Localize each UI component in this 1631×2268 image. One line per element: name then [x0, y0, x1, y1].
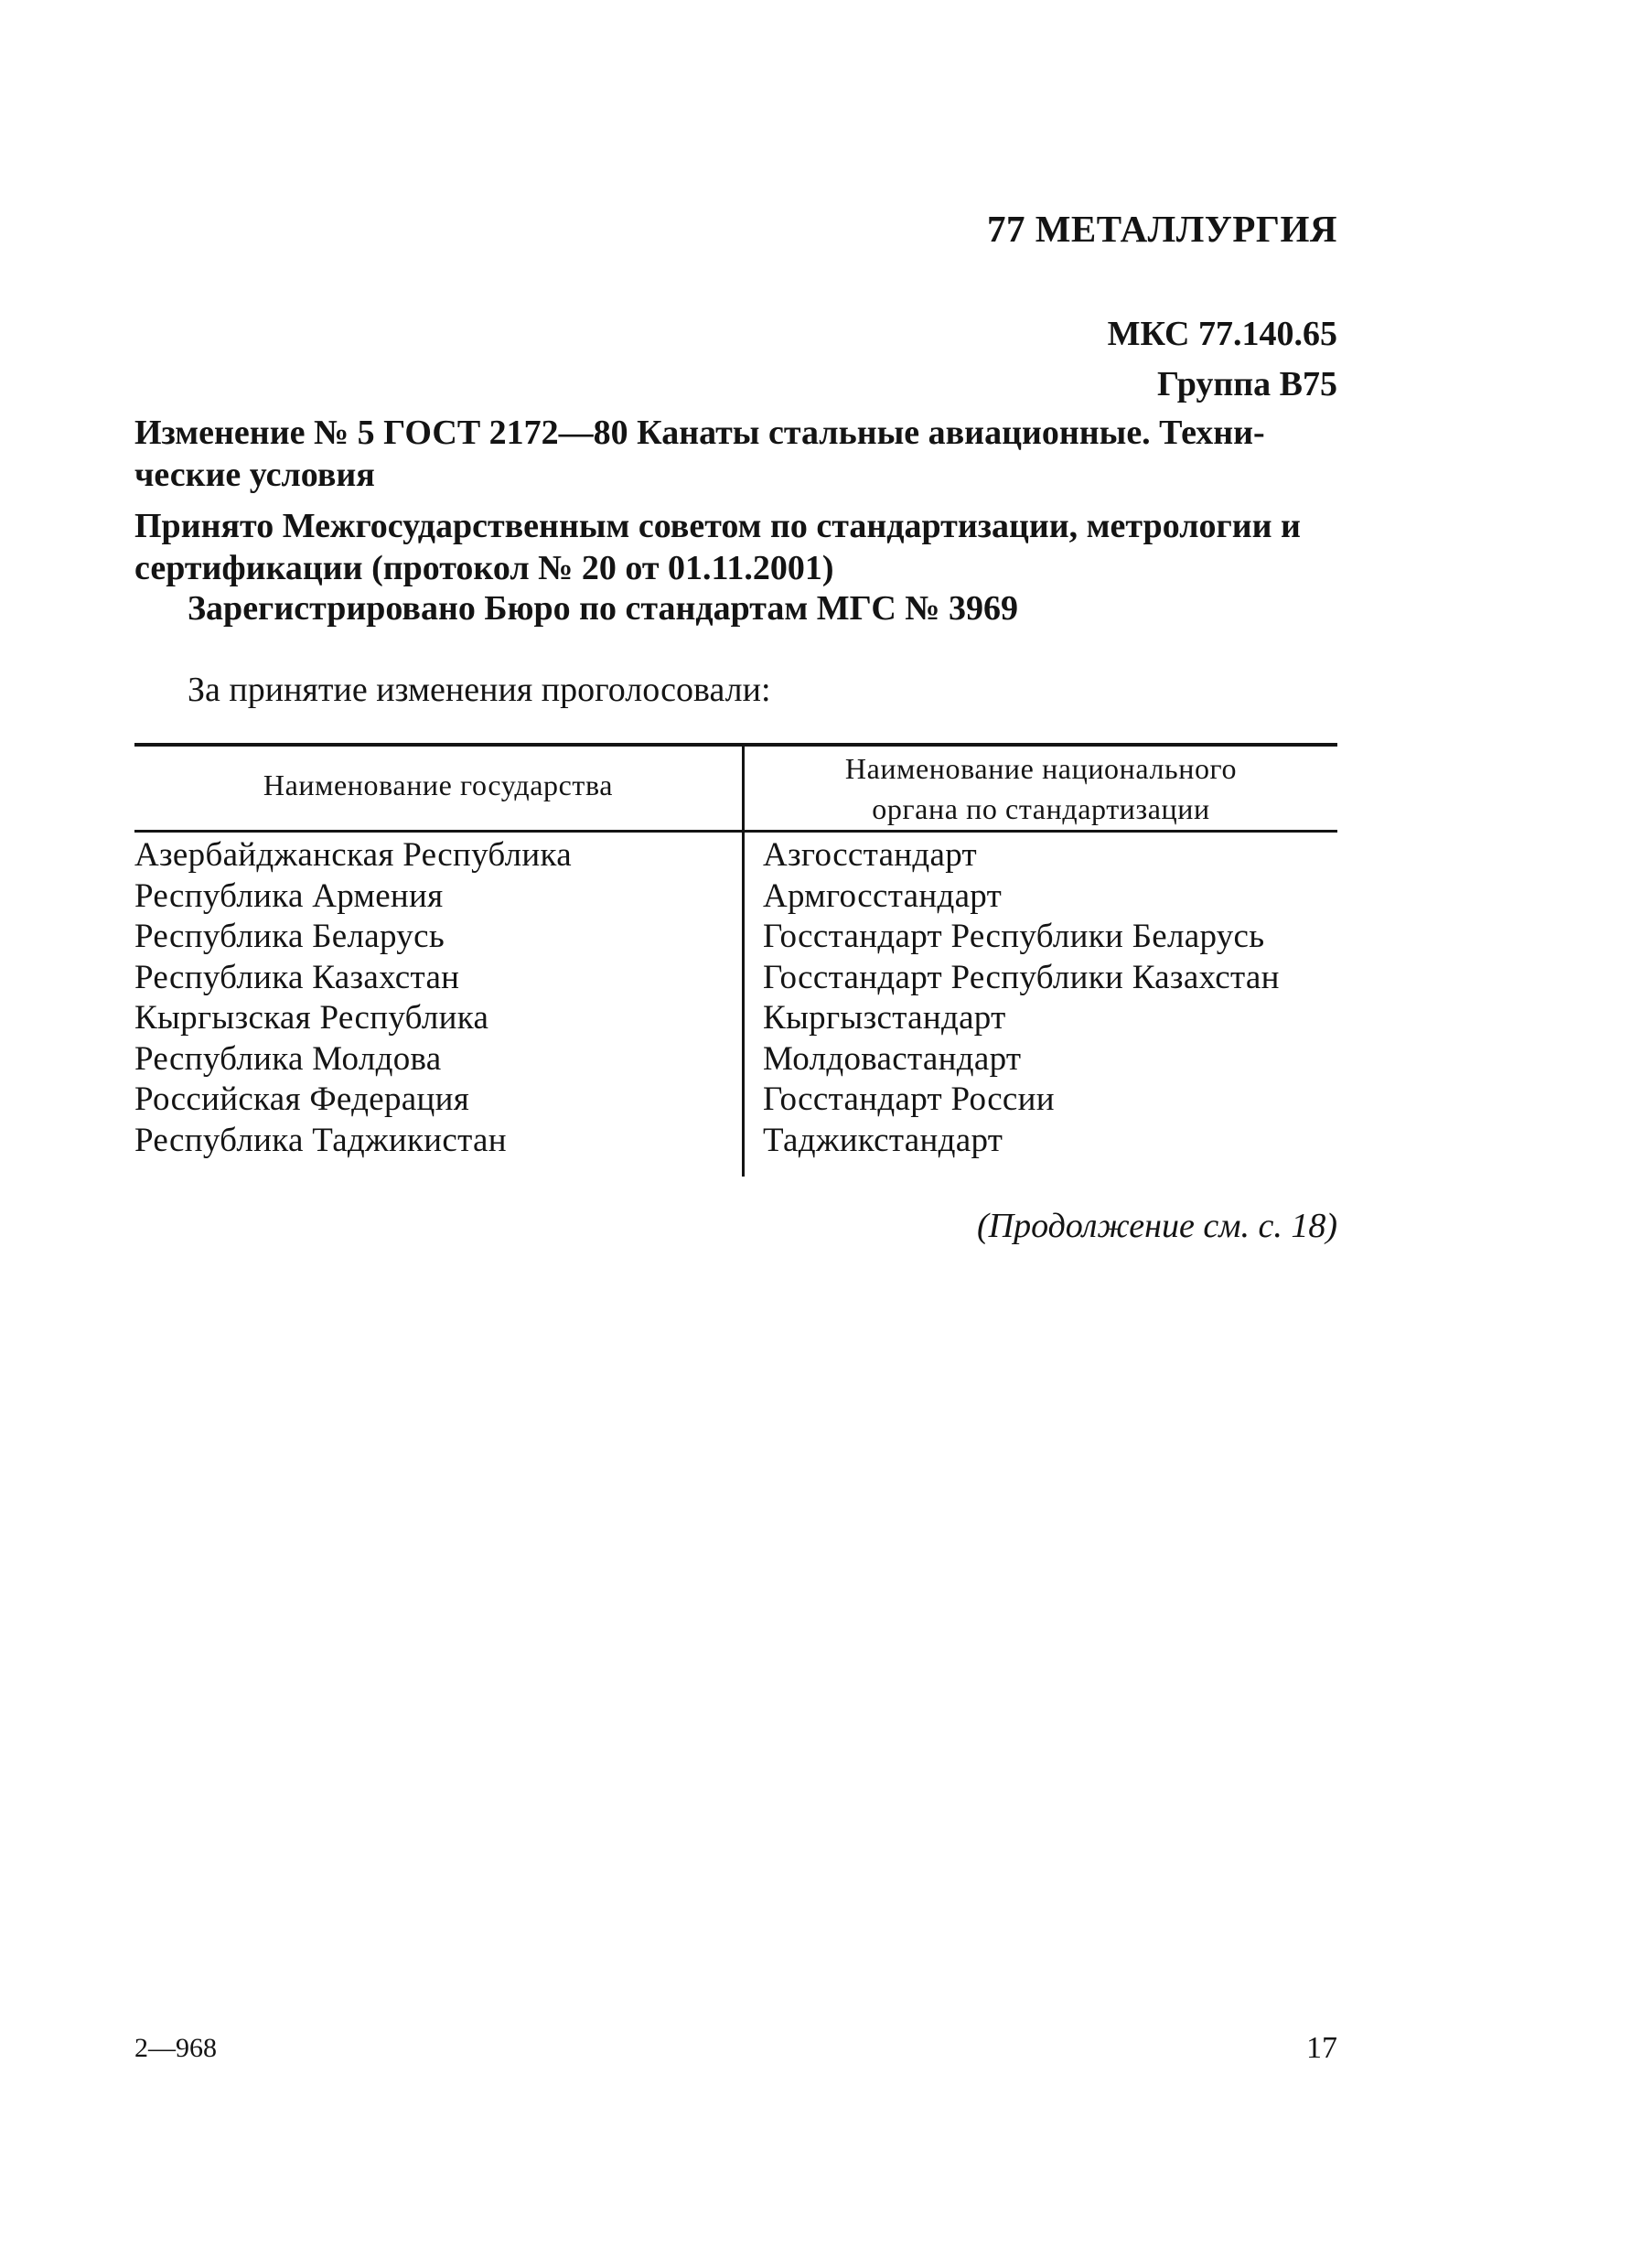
continuation-note: (Продолжение см. с. 18)	[976, 1207, 1337, 1245]
table-column-states	[134, 835, 734, 1161]
change-title	[134, 412, 1337, 496]
adoption-statement	[134, 505, 1337, 589]
table-cell-state: Российская Федерация	[134, 1080, 470, 1118]
table-cell-body: Госстандарт России	[763, 1080, 1055, 1118]
table-cell-state: Республика Казахстан	[134, 958, 460, 996]
table-header-rule	[134, 830, 1337, 833]
table-cell-body: Госстандарт Республики Казахстан	[763, 958, 1280, 996]
table-cell-state: Республика Молдова	[134, 1039, 442, 1078]
table-header-body-line: Наименование национального	[844, 752, 1238, 785]
table-top-rule	[134, 743, 1337, 747]
change-title-line: ческие условия	[134, 456, 375, 494]
page-number: 17	[1306, 2031, 1337, 2065]
table-cell-state: Республика Беларусь	[134, 918, 445, 955]
change-title-line: Изменение № 5 ГОСТ 2172—80 Канаты стальные авиационные. Техни-	[134, 414, 1265, 452]
table-cell-state: Республика Таджикистан	[134, 1121, 507, 1159]
table-column-bodies	[763, 835, 1348, 1161]
footer-code: 2—968	[134, 2033, 217, 2063]
table-cell-state: Республика Армения	[134, 876, 444, 915]
table-cell-state: Азербайджанская Республика	[134, 836, 572, 874]
adoption-line: сертификации (протокол № 20 от 01.11.2001)	[134, 549, 834, 587]
table-cell-body: Таджикстандарт	[763, 1121, 1003, 1159]
table-cell-state: Кыргызская Республика	[134, 999, 489, 1037]
section-heading: 77 МЕТАЛЛУРГИЯ	[986, 208, 1337, 250]
table-header-body	[745, 748, 1337, 829]
table-cell-body: Кыргызстандарт	[763, 999, 1006, 1037]
table-cell-body: Армгосстандарт	[763, 876, 1003, 915]
voted-intro: За принятие изменения проголосовали:	[188, 671, 771, 709]
registration-statement: Зарегистрировано Бюро по стандартам МГС № 3969	[188, 589, 1018, 628]
adoption-line: Принято Межгосударственным советом по стандартизации, метрологии и	[134, 507, 1301, 545]
table-header-state: Наименование государства	[263, 769, 614, 801]
table-header-body-line: органа по стандартизации	[872, 792, 1210, 825]
table-cell-body: Азгосстандарт	[763, 836, 978, 874]
table-cell-body: Молдовастандарт	[763, 1039, 1022, 1078]
mks-code: МКС 77.140.65	[1107, 315, 1337, 353]
group-code: Группа В75	[1156, 365, 1337, 403]
table-cell-body: Госстандарт Республики Беларусь	[763, 918, 1265, 955]
